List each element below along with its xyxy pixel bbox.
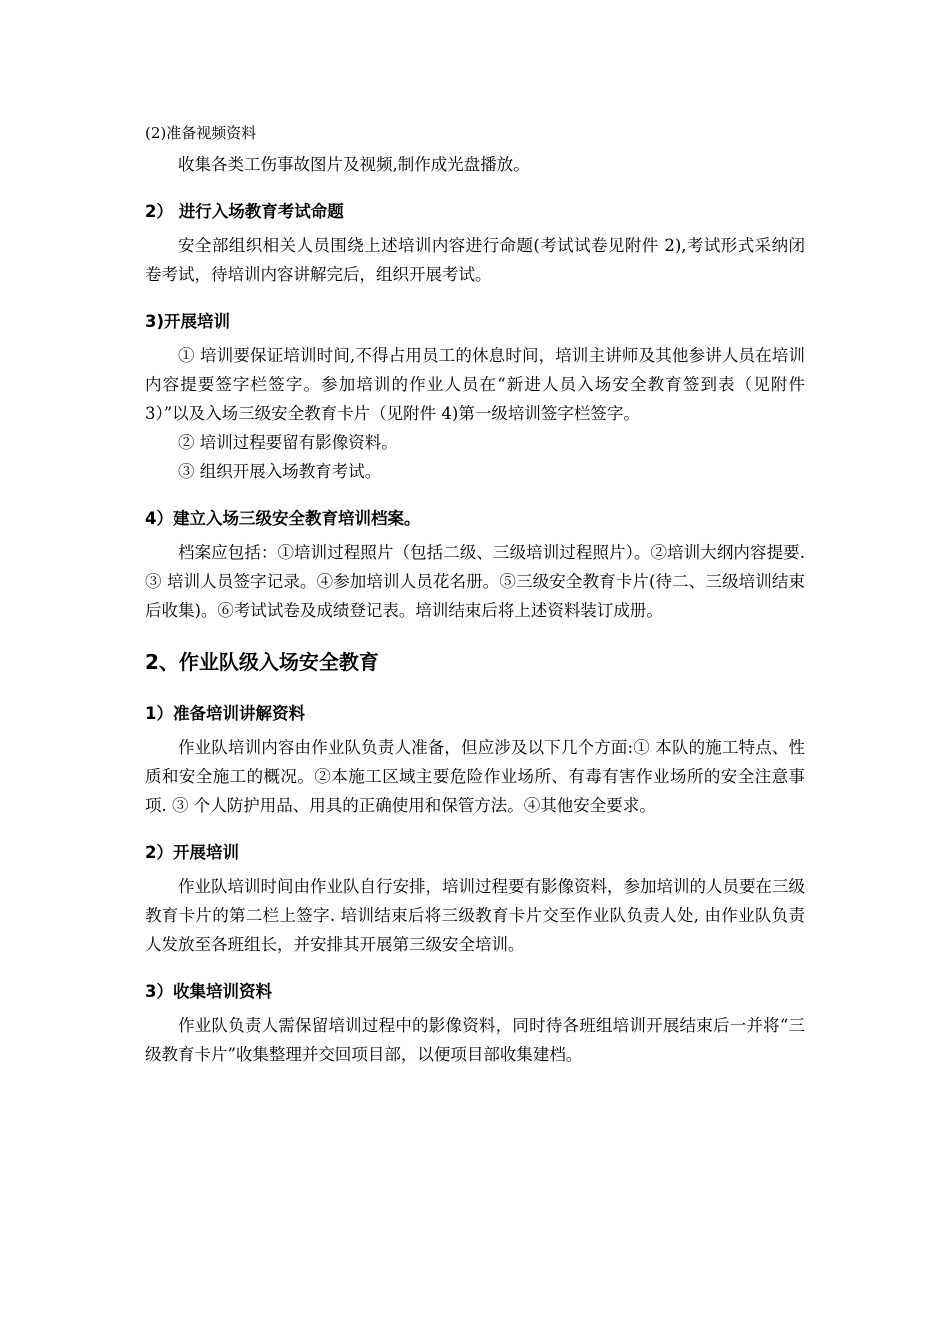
list-item-training-3: ③ 组织开展入场教育考试。	[178, 462, 382, 481]
heading-training-archive: 4）建立入场三级安全教育培训档案。	[145, 509, 421, 528]
heading-team-training: 2）开展培训	[145, 843, 239, 862]
heading-exam-questions: 2） 进行入场教育考试命题	[145, 202, 344, 221]
paragraph-team-training: 作业队培训时间由作业队自行安排，培训过程要有影像资料，参加培训的人员要在三级教育卡片的第二栏上签字. 培训结束后将三级教育卡片交至作业队负责人处, 由作业队负责人发放至各班组长，并安排其开展第三级安全培训。	[145, 877, 805, 954]
paragraph-collect-materials: 作业队负责人需保留培训过程中的影像资料，同时待各班组培训开展结束后一并将“三级教育卡片”收集整理并交回项目部，以便项目部收集建档。	[145, 1016, 805, 1064]
heading-collect-materials: 3）收集培训资料	[145, 982, 272, 1001]
paragraph-prepare-materials: 作业队培训内容由作业队负责人准备，但应涉及以下几个方面:① 本队的施工特点、性质和安全施工的概况。②本施工区域主要危险作业场所、有毒有害作业场所的安全注意事项. ③ 个人防护用品、用具的正确使用和保管方法。④其他安全要求。	[145, 738, 805, 815]
section-heading-team-level-education: 2、作业队级入场安全教育	[145, 650, 379, 674]
paragraph-video-materials: 收集各类工伤事故图片及视频,制作成光盘播放。	[178, 155, 530, 174]
list-item-training-1: ① 培训要保证培训时间,不得占用员工的休息时间，培训主讲师及其他参讲人员在培训内容提要签字栏签字。参加培训的作业人员在“新进人员入场安全教育签到表（见附件 3）”以及入场三级安全教育卡片（见附件 4)第一级培训签字栏签字。	[145, 346, 805, 423]
heading-prepare-materials: 1）准备培训讲解资料	[145, 704, 305, 723]
document-body	[145, 122, 805, 1069]
paragraph-exam-questions: 安全部组织相关人员围绕上述培训内容进行命题(考试试卷见附件 2),考试形式采纳闭卷考试，待培训内容讲解完后，组织开展考试。	[145, 236, 805, 284]
list-item-training-2: ② 培训过程要留有影像资料。	[178, 433, 398, 452]
heading-conduct-training: 3)开展培训	[145, 312, 231, 331]
paragraph-training-archive: 档案应包括：①培训过程照片（包括二级、三级培训过程照片）。②培训大纲内容提要. ③ 培训人员签字记录。④参加培训人员花名册。⑤三级安全教育卡片(待二、三级培训结束后收集)。⑥考试试卷及成绩登记表。培训结束后将上述资料装订成册。	[145, 543, 805, 620]
subheading-video-materials: (2)准备视频资料	[145, 124, 257, 142]
